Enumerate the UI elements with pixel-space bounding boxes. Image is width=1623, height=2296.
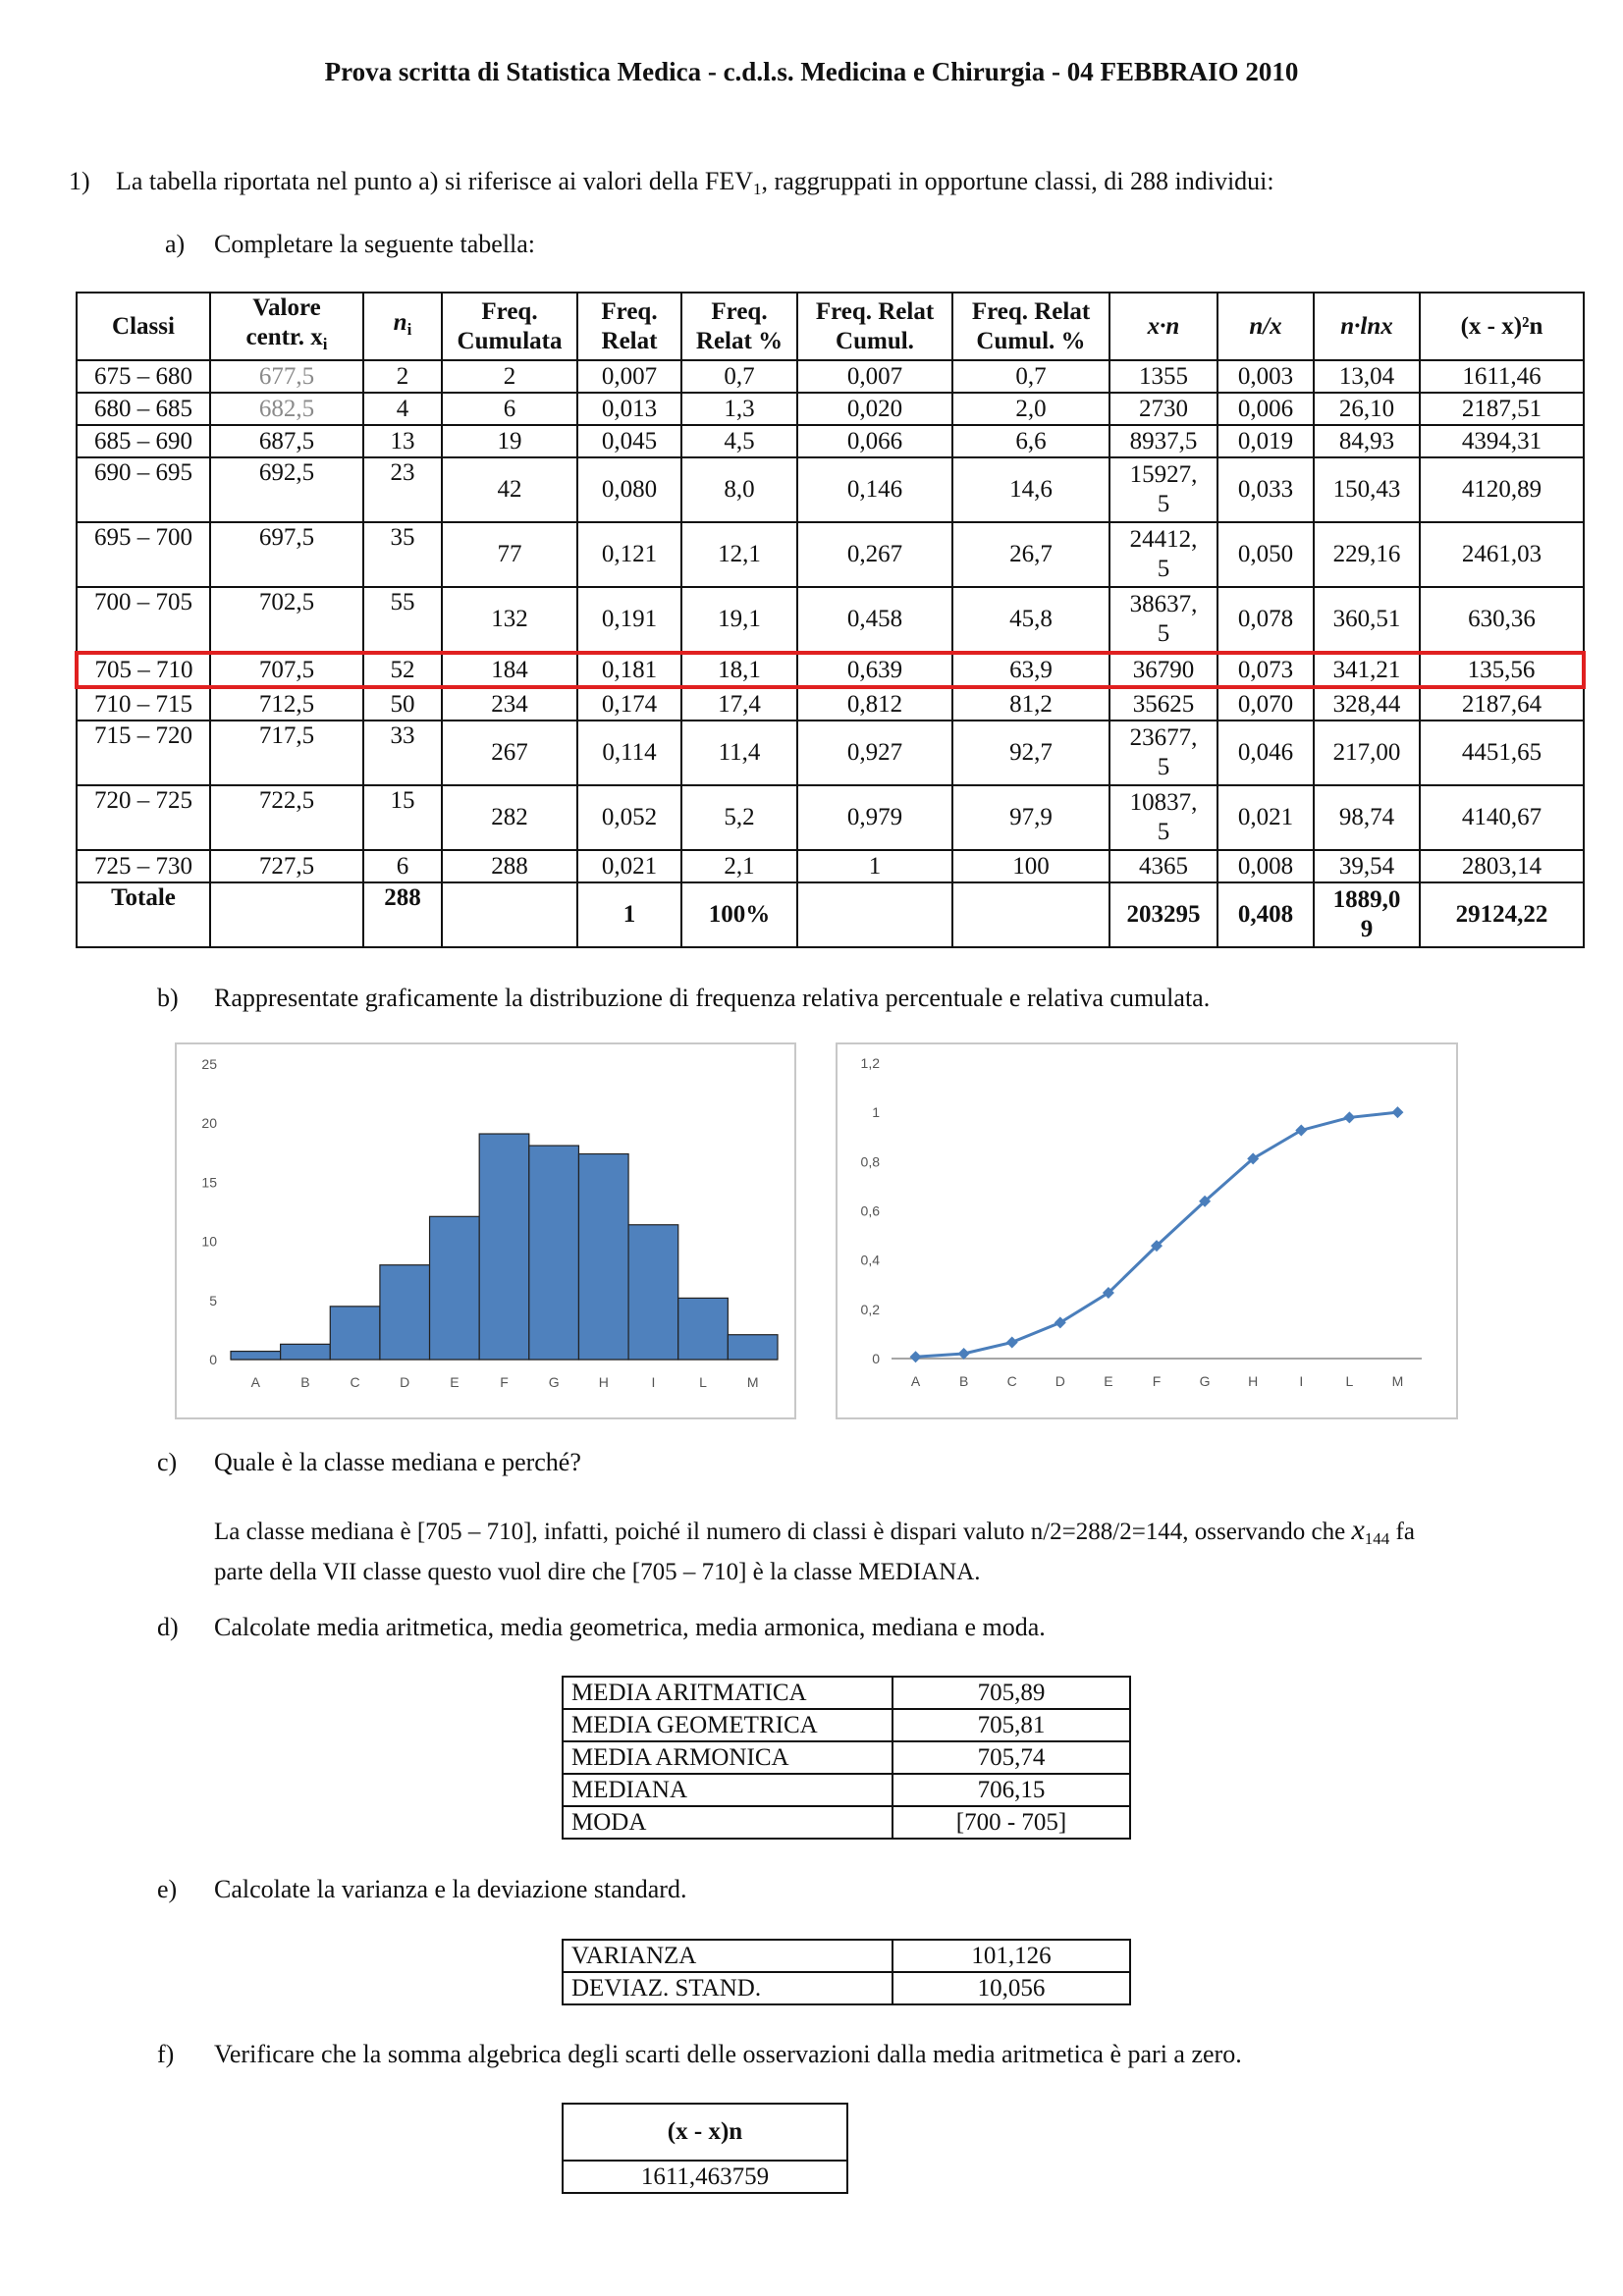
cell-classe: 685 – 690 bbox=[77, 425, 210, 457]
y-tick-label: 1,2 bbox=[860, 1055, 880, 1071]
y-tick-label: 0,6 bbox=[860, 1202, 880, 1219]
question-f-text: Verificare che la somma algebrica degli scarti delle osservazioni dalla media aritmetica è pari a zero. bbox=[214, 2040, 1242, 2068]
y-tick-label: 20 bbox=[201, 1115, 217, 1132]
cell-ni: 15 bbox=[363, 785, 442, 850]
variance-table bbox=[562, 1939, 1131, 2005]
histogram-bar bbox=[430, 1216, 480, 1360]
cell-freq-relat-cumul: 0,812 bbox=[797, 687, 952, 721]
cell-freq-relat-cumul-pct: 81,2 bbox=[952, 687, 1109, 721]
x-tick-label: F bbox=[500, 1374, 509, 1390]
table-row bbox=[563, 1940, 1130, 1972]
table-row bbox=[563, 1774, 1130, 1806]
cumulative-line bbox=[916, 1112, 1398, 1357]
cell-squared-deviation: 4120,89 bbox=[1420, 457, 1584, 522]
cell-freq-relat-cumul-pct: 92,7 bbox=[952, 721, 1109, 785]
x-tick-label: G bbox=[1199, 1373, 1211, 1389]
row-label: DEVIAZ. STAND. bbox=[563, 1972, 893, 2004]
header-freq-relat-pct: Freq. Relat % bbox=[681, 293, 797, 360]
cell-freq-cumulata: 267 bbox=[442, 721, 577, 785]
row-value: 10,056 bbox=[893, 1972, 1130, 2004]
cell-valore-centrale: 687,5 bbox=[210, 425, 363, 457]
total-empty bbox=[442, 882, 577, 947]
question-f-letter: f) bbox=[157, 2040, 175, 2068]
histogram-bar bbox=[578, 1154, 628, 1360]
cell-freq-relat-cumul: 0,639 bbox=[797, 653, 952, 687]
total-empty bbox=[797, 882, 952, 947]
cell-valore-centrale: 707,5 bbox=[210, 653, 363, 687]
y-tick-label: 0 bbox=[872, 1351, 880, 1366]
x-tick-label: C bbox=[1006, 1373, 1017, 1389]
cell-ni: 13 bbox=[363, 425, 442, 457]
x-tick-label: D bbox=[1055, 1373, 1065, 1389]
cell-freq-relat-cumul-pct: 63,9 bbox=[952, 653, 1109, 687]
question-e-letter: e) bbox=[157, 1875, 178, 1903]
cell-xn: 1355 bbox=[1109, 360, 1217, 393]
header-classi: Classi bbox=[77, 293, 210, 360]
cell-classe: 705 – 710 bbox=[77, 653, 210, 687]
histogram-bar bbox=[281, 1344, 331, 1360]
question-b-text: Rappresentate graficamente la distribuzione di frequenza relativa percentuale e relativa cumulata. bbox=[214, 984, 1211, 1012]
cell-freq-relat: 0,080 bbox=[577, 457, 681, 522]
header-squared-deviation: (x - x)²n bbox=[1420, 293, 1584, 360]
cell-classe: 675 – 680 bbox=[77, 360, 210, 393]
histogram-bar bbox=[529, 1146, 579, 1360]
cell-xn: 38637, 5 bbox=[1109, 587, 1217, 653]
row-label: MODA bbox=[563, 1806, 893, 1839]
table-row bbox=[563, 1972, 1130, 2004]
cell-freq-cumulata: 132 bbox=[442, 587, 577, 653]
cell-nx: 0,019 bbox=[1217, 425, 1314, 457]
header-valore: Valore centr. $x_i$ bbox=[210, 293, 363, 360]
x-tick-label: M bbox=[1391, 1373, 1404, 1389]
cell-valore-centrale: 692,5 bbox=[210, 457, 363, 522]
total-squared-deviation: 29124,22 bbox=[1420, 882, 1584, 947]
deviation-sum-value: 1611,463759 bbox=[563, 2161, 847, 2193]
cell-freq-relat-pct: 5,2 bbox=[681, 785, 797, 850]
row-label: MEDIANA bbox=[563, 1774, 893, 1806]
page-title: Prova scritta di Statistica Medica - c.d.l.s. Medicina e Chirurgia - 04 FEBBRAIO 2010 bbox=[324, 57, 1299, 86]
cell-nx: 0,033 bbox=[1217, 457, 1314, 522]
table-row bbox=[77, 425, 1584, 457]
cell-squared-deviation: 1611,46 bbox=[1420, 360, 1584, 393]
frequency-table bbox=[75, 292, 1586, 948]
header-xn: x·n bbox=[1109, 293, 1217, 360]
cell-freq-relat-cumul-pct: 6,6 bbox=[952, 425, 1109, 457]
cell-valore-centrale: 702,5 bbox=[210, 587, 363, 653]
cell-nx: 0,008 bbox=[1217, 850, 1314, 882]
row-value: [700 - 705] bbox=[893, 1806, 1130, 1839]
total-empty bbox=[210, 882, 363, 947]
cell-freq-relat-cumul-pct: 100 bbox=[952, 850, 1109, 882]
x-tick-label: C bbox=[350, 1374, 360, 1390]
cell-nlnx: 26,10 bbox=[1314, 393, 1420, 425]
cell-nlnx: 328,44 bbox=[1314, 687, 1420, 721]
table-row bbox=[77, 522, 1584, 587]
cell-freq-relat-pct: 8,0 bbox=[681, 457, 797, 522]
cell-xn: 35625 bbox=[1109, 687, 1217, 721]
row-value: 705,81 bbox=[893, 1709, 1130, 1741]
cell-nx: 0,070 bbox=[1217, 687, 1314, 721]
header-freq-cumulata: Freq. Cumulata bbox=[442, 293, 577, 360]
cell-xn: 2730 bbox=[1109, 393, 1217, 425]
cell-freq-cumulata: 282 bbox=[442, 785, 577, 850]
cell-ni: 35 bbox=[363, 522, 442, 587]
question-c-answer: La classe mediana è [705 – 710], infatti, poiché il numero di classi è dispari valuto n/2=288/2=144, osservando che $x_{144}$ fa parte della VII classe questo vuol dire che [705 – 710] è la classe MEDIANA. bbox=[214, 1514, 1415, 1585]
cell-valore-centrale: 712,5 bbox=[210, 687, 363, 721]
header-freq-relat-cumul: Freq. Relat Cumul. bbox=[797, 293, 952, 360]
cell-freq-relat-cumul: 0,146 bbox=[797, 457, 952, 522]
cell-xn: 15927, 5 bbox=[1109, 457, 1217, 522]
cell-freq-relat: 0,052 bbox=[577, 785, 681, 850]
histogram-bar bbox=[728, 1335, 778, 1360]
cumulative-svg bbox=[838, 1044, 1456, 1417]
x-tick-label: L bbox=[699, 1374, 707, 1390]
cell-freq-relat-pct: 19,1 bbox=[681, 587, 797, 653]
histogram-bar bbox=[330, 1307, 380, 1360]
total-freq-relat-pct: 100% bbox=[681, 882, 797, 947]
table-row bbox=[563, 1677, 1130, 1709]
cell-nx: 0,073 bbox=[1217, 653, 1314, 687]
cell-freq-relat-cumul-pct: 45,8 bbox=[952, 587, 1109, 653]
cell-ni: 6 bbox=[363, 850, 442, 882]
y-tick-label: 0,2 bbox=[860, 1301, 880, 1317]
header-freq-relat-cumul-pct: Freq. Relat Cumul. % bbox=[952, 293, 1109, 360]
cell-valore-centrale: 717,5 bbox=[210, 721, 363, 785]
cell-ni: 33 bbox=[363, 721, 442, 785]
cell-freq-relat-cumul: 0,267 bbox=[797, 522, 952, 587]
histogram-bar bbox=[479, 1134, 529, 1360]
histogram-chart bbox=[175, 1042, 796, 1419]
cell-classe: 700 – 705 bbox=[77, 587, 210, 653]
cell-freq-relat-cumul-pct: 26,7 bbox=[952, 522, 1109, 587]
x-tick-label: E bbox=[1104, 1373, 1113, 1389]
x-tick-label: L bbox=[1345, 1373, 1354, 1389]
y-tick-label: 5 bbox=[209, 1292, 217, 1308]
row-value: 706,15 bbox=[893, 1774, 1130, 1806]
table-row bbox=[77, 587, 1584, 653]
cell-freq-cumulata: 42 bbox=[442, 457, 577, 522]
total-ni: 288 bbox=[363, 882, 442, 947]
cell-freq-cumulata: 2 bbox=[442, 360, 577, 393]
cumulative-chart bbox=[836, 1042, 1458, 1419]
y-tick-label: 15 bbox=[201, 1174, 217, 1191]
question-1-number: 1) bbox=[69, 167, 90, 195]
cell-squared-deviation: 2461,03 bbox=[1420, 522, 1584, 587]
cell-nlnx: 217,00 bbox=[1314, 721, 1420, 785]
cell-freq-relat-pct: 2,1 bbox=[681, 850, 797, 882]
cell-freq-relat-cumul: 0,066 bbox=[797, 425, 952, 457]
row-value: 101,126 bbox=[893, 1940, 1130, 1972]
cell-freq-relat-cumul: 1 bbox=[797, 850, 952, 882]
cell-nlnx: 13,04 bbox=[1314, 360, 1420, 393]
cell-freq-relat-cumul: 0,458 bbox=[797, 587, 952, 653]
cell-squared-deviation: 2187,64 bbox=[1420, 687, 1584, 721]
cell-freq-relat: 0,174 bbox=[577, 687, 681, 721]
cell-xn: 8937,5 bbox=[1109, 425, 1217, 457]
cell-freq-relat-cumul-pct: 0,7 bbox=[952, 360, 1109, 393]
cell-freq-relat-cumul: 0,979 bbox=[797, 785, 952, 850]
row-label: MEDIA ARITMATICA bbox=[563, 1677, 893, 1709]
cell-freq-relat: 0,045 bbox=[577, 425, 681, 457]
cell-freq-relat: 0,121 bbox=[577, 522, 681, 587]
x-tick-label: M bbox=[746, 1374, 759, 1390]
cell-freq-relat-pct: 11,4 bbox=[681, 721, 797, 785]
y-tick-label: 0 bbox=[209, 1352, 217, 1367]
y-tick-label: 10 bbox=[201, 1233, 217, 1250]
header-freq-relat: Freq. Relat bbox=[577, 293, 681, 360]
cell-classe: 695 – 700 bbox=[77, 522, 210, 587]
table-row bbox=[77, 850, 1584, 882]
cumulative-point bbox=[910, 1351, 922, 1362]
total-label: Totale bbox=[77, 882, 210, 947]
x-tick-label: A bbox=[910, 1373, 921, 1389]
cell-valore-centrale: 727,5 bbox=[210, 850, 363, 882]
cell-freq-cumulata: 234 bbox=[442, 687, 577, 721]
cell-ni: 23 bbox=[363, 457, 442, 522]
x-tick-label: I bbox=[1299, 1373, 1304, 1389]
cell-xn: 4365 bbox=[1109, 850, 1217, 882]
cell-classe: 720 – 725 bbox=[77, 785, 210, 850]
histogram-bar bbox=[231, 1352, 281, 1360]
total-nlnx: 1889,0 9 bbox=[1314, 882, 1420, 947]
question-e-text: Calcolate la varianza e la deviazione standard. bbox=[214, 1875, 687, 1903]
x-tick-label: H bbox=[1248, 1373, 1259, 1389]
histogram-svg bbox=[177, 1044, 794, 1417]
cell-freq-cumulata: 184 bbox=[442, 653, 577, 687]
cell-freq-relat-pct: 1,3 bbox=[681, 393, 797, 425]
cumulative-point bbox=[1006, 1336, 1018, 1348]
header-ni: $n_i$ bbox=[363, 293, 442, 360]
cell-nlnx: 150,43 bbox=[1314, 457, 1420, 522]
deviation-sum-table bbox=[562, 2103, 848, 2194]
y-tick-label: 25 bbox=[201, 1056, 217, 1072]
table-row bbox=[563, 1709, 1130, 1741]
cell-freq-relat-cumul: 0,927 bbox=[797, 721, 952, 785]
cell-ni: 52 bbox=[363, 653, 442, 687]
cell-valore-centrale: 677,5 bbox=[210, 360, 363, 393]
cell-freq-relat-pct: 0,7 bbox=[681, 360, 797, 393]
row-value: 705,89 bbox=[893, 1677, 1130, 1709]
cell-squared-deviation: 4394,31 bbox=[1420, 425, 1584, 457]
cell-xn: 10837, 5 bbox=[1109, 785, 1217, 850]
cell-squared-deviation: 135,56 bbox=[1420, 653, 1584, 687]
cell-freq-relat: 0,181 bbox=[577, 653, 681, 687]
cell-nx: 0,078 bbox=[1217, 587, 1314, 653]
cell-classe: 715 – 720 bbox=[77, 721, 210, 785]
header-nx: n/x bbox=[1217, 293, 1314, 360]
total-xn: 203295 bbox=[1109, 882, 1217, 947]
total-freq-relat: 1 bbox=[577, 882, 681, 947]
cell-squared-deviation: 4140,67 bbox=[1420, 785, 1584, 850]
cell-ni: 2 bbox=[363, 360, 442, 393]
cell-nlnx: 229,16 bbox=[1314, 522, 1420, 587]
total-empty bbox=[952, 882, 1109, 947]
x-tick-label: D bbox=[400, 1374, 410, 1390]
cell-freq-relat-pct: 18,1 bbox=[681, 653, 797, 687]
table-row bbox=[77, 457, 1584, 522]
row-label: MEDIA GEOMETRICA bbox=[563, 1709, 893, 1741]
question-d-text: Calcolate media aritmetica, media geometrica, media armonica, mediana e moda. bbox=[214, 1613, 1046, 1641]
cumulative-point bbox=[1343, 1111, 1355, 1123]
cell-freq-relat: 0,013 bbox=[577, 393, 681, 425]
cell-xn: 36790 bbox=[1109, 653, 1217, 687]
table-row bbox=[77, 393, 1584, 425]
cell-valore-centrale: 682,5 bbox=[210, 393, 363, 425]
cell-freq-relat-pct: 17,4 bbox=[681, 687, 797, 721]
x-tick-label: I bbox=[651, 1374, 656, 1390]
table-row bbox=[563, 1806, 1130, 1839]
cell-freq-cumulata: 77 bbox=[442, 522, 577, 587]
total-nx: 0,408 bbox=[1217, 882, 1314, 947]
x-tick-label: H bbox=[598, 1374, 609, 1390]
cell-freq-relat-pct: 12,1 bbox=[681, 522, 797, 587]
means-table bbox=[562, 1676, 1131, 1840]
cell-classe: 680 – 685 bbox=[77, 393, 210, 425]
question-1-text: La tabella riportata nel punto a) si riferisce ai valori della $FEV_1$, raggruppati in opportune classi, di 288 individui: bbox=[116, 167, 1274, 198]
cell-xn: 24412, 5 bbox=[1109, 522, 1217, 587]
row-value: 705,74 bbox=[893, 1741, 1130, 1774]
x-tick-label: F bbox=[1152, 1373, 1162, 1389]
cell-freq-cumulata: 288 bbox=[442, 850, 577, 882]
y-tick-label: 0,4 bbox=[860, 1252, 880, 1268]
header-nlnx: n·lnx bbox=[1314, 293, 1420, 360]
question-a-text: Completare la seguente tabella: bbox=[214, 230, 536, 258]
histogram-bar bbox=[678, 1298, 729, 1360]
question-c-text: Quale è la classe mediana e perché? bbox=[214, 1448, 581, 1476]
table-row bbox=[77, 687, 1584, 721]
totals-row bbox=[77, 882, 1584, 947]
cell-ni: 55 bbox=[363, 587, 442, 653]
cell-valore-centrale: 722,5 bbox=[210, 785, 363, 850]
y-tick-label: 1 bbox=[872, 1104, 880, 1121]
table-header-row bbox=[77, 293, 1584, 360]
cell-nlnx: 39,54 bbox=[1314, 850, 1420, 882]
cell-xn: 23677, 5 bbox=[1109, 721, 1217, 785]
cell-classe: 710 – 715 bbox=[77, 687, 210, 721]
row-label: MEDIA ARMONICA bbox=[563, 1741, 893, 1774]
deviation-sum-header: (x - x)n bbox=[563, 2104, 847, 2161]
cell-squared-deviation: 2803,14 bbox=[1420, 850, 1584, 882]
cell-squared-deviation: 2187,51 bbox=[1420, 393, 1584, 425]
cell-ni: 50 bbox=[363, 687, 442, 721]
x-tick-label: B bbox=[958, 1373, 969, 1389]
cell-nx: 0,046 bbox=[1217, 721, 1314, 785]
cell-nlnx: 341,21 bbox=[1314, 653, 1420, 687]
table-row bbox=[77, 360, 1584, 393]
row-label: VARIANZA bbox=[563, 1940, 893, 1972]
cell-nx: 0,021 bbox=[1217, 785, 1314, 850]
cell-squared-deviation: 4451,65 bbox=[1420, 721, 1584, 785]
cell-freq-relat-cumul: 0,020 bbox=[797, 393, 952, 425]
cumulative-point bbox=[1391, 1106, 1403, 1118]
cell-nx: 0,050 bbox=[1217, 522, 1314, 587]
cell-freq-relat: 0,007 bbox=[577, 360, 681, 393]
cell-nlnx: 360,51 bbox=[1314, 587, 1420, 653]
question-a-letter: a) bbox=[165, 230, 186, 258]
question-c-letter: c) bbox=[157, 1448, 178, 1476]
cell-classe: 690 – 695 bbox=[77, 457, 210, 522]
table-row bbox=[563, 1741, 1130, 1774]
table-row bbox=[77, 785, 1584, 850]
cell-nlnx: 98,74 bbox=[1314, 785, 1420, 850]
x-tick-label: G bbox=[548, 1374, 560, 1390]
x-tick-label: E bbox=[450, 1374, 460, 1390]
x-tick-label: B bbox=[300, 1374, 310, 1390]
histogram-bar bbox=[628, 1225, 678, 1360]
x-tick-label: A bbox=[250, 1374, 260, 1390]
cell-freq-relat: 0,021 bbox=[577, 850, 681, 882]
cell-nx: 0,003 bbox=[1217, 360, 1314, 393]
cell-ni: 4 bbox=[363, 393, 442, 425]
cell-freq-cumulata: 19 bbox=[442, 425, 577, 457]
table-row bbox=[77, 653, 1584, 687]
cell-freq-relat-cumul-pct: 2,0 bbox=[952, 393, 1109, 425]
table-row bbox=[77, 721, 1584, 785]
cumulative-point bbox=[958, 1348, 970, 1360]
y-tick-label: 0,8 bbox=[860, 1153, 880, 1170]
histogram-bar bbox=[380, 1265, 430, 1360]
cell-freq-relat: 0,114 bbox=[577, 721, 681, 785]
cell-freq-relat: 0,191 bbox=[577, 587, 681, 653]
cell-freq-relat-pct: 4,5 bbox=[681, 425, 797, 457]
question-b-letter: b) bbox=[157, 984, 179, 1012]
cell-classe: 725 – 730 bbox=[77, 850, 210, 882]
cell-squared-deviation: 630,36 bbox=[1420, 587, 1584, 653]
cell-freq-relat-cumul-pct: 14,6 bbox=[952, 457, 1109, 522]
cell-nlnx: 84,93 bbox=[1314, 425, 1420, 457]
cell-freq-cumulata: 6 bbox=[442, 393, 577, 425]
question-d-letter: d) bbox=[157, 1613, 179, 1641]
cell-nx: 0,006 bbox=[1217, 393, 1314, 425]
cell-freq-relat-cumul: 0,007 bbox=[797, 360, 952, 393]
cell-valore-centrale: 697,5 bbox=[210, 522, 363, 587]
cell-freq-relat-cumul-pct: 97,9 bbox=[952, 785, 1109, 850]
